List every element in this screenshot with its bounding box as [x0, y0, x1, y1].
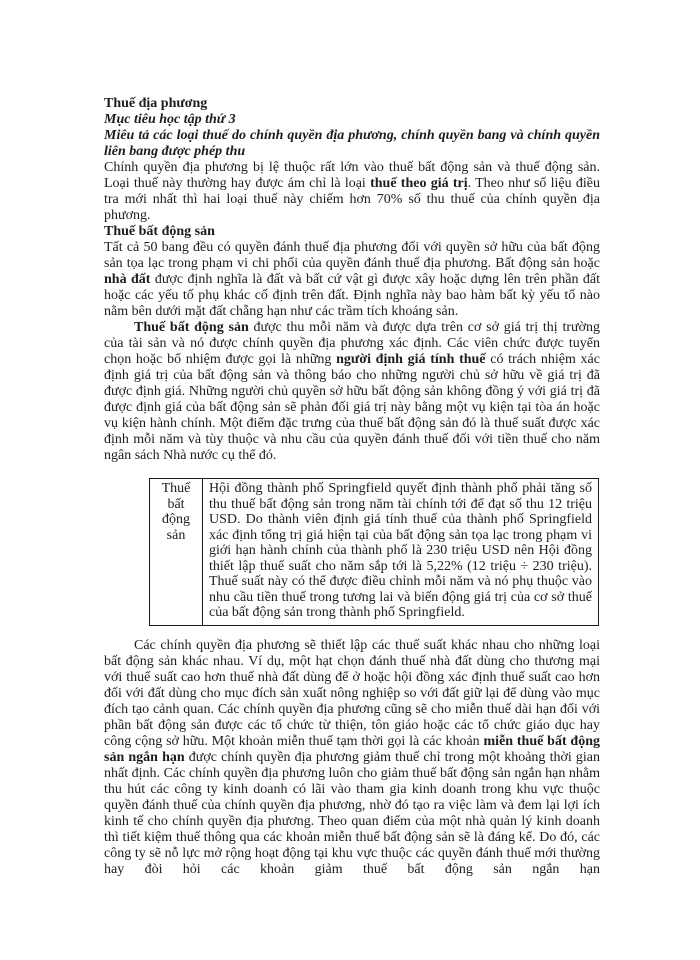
example-box-label: Thuế bất động sản	[150, 479, 203, 626]
intro-paragraph	[104, 160, 600, 224]
example-box-row	[150, 479, 599, 626]
text-run: được chính quyền địa phương giảm thuế chỉ trong một khoảng thời gian nhất định. Các chính quyền địa phương luôn cho giảm thuế bất động sản ngắn hạn nhằm thu hút các công ty kinh doanh có lãi vào tham gia kinh doanh trong khu vực thuộc quyền đánh thuế của chính quyền địa phương, nhờ đó tạo ra việc làm và đem lại lợi ích kinh tế cho chính quyền địa phương. Theo quan điểm của một nhà quản lý kinh doanh thì tiết kiệm thuế thông qua các khoản miễn thuế bất động sản sẽ là đáng kể. Do đó, các công ty sẽ nỗ lực mở rộng hoạt động tại khu vực thuộc các quyền đánh thuế mới thường hay đòi hỏi các khoản giảm thuế bất động sản ngắn hạn	[104, 749, 600, 877]
example-box	[149, 478, 599, 626]
bold-term: người định giá tính thuế	[336, 352, 486, 367]
learning-objective-heading: Mục tiêu học tập thứ 3	[104, 112, 236, 127]
learning-objective-text: Miêu tả các loại thuế do chính quyền địa phương, chính quyền bang và chính quyền liên bang được phép thu	[104, 128, 600, 159]
document-title: Thuế địa phương	[104, 96, 208, 111]
text-run: Các chính quyền địa phương sẽ thiết lập các thuế suất khác nhau cho những loại bất động sản khác nhau. Ví dụ, một hạt chọn đánh thuế nhà đất dùng cho thương mại với thuế suất cao hơn thuế nhà đất dùng để ở hoặc hội đồng xác định thuế suất cao hơn đối với đất dùng cho mục đích sản xuất nông nghiệp so với đất giữ lại để dùng vào mục đích tạo cảnh quan. Các chính quyền địa phương cũng sẽ cho miễn thuế dài hạn đối với phần bất động sản được các tổ chức từ thiện, tôn giáo hoặc các tổ chức giáo dục hay công cộng sở hữu. Một khoản miễn thuế tạm thời gọi là các khoản	[104, 637, 600, 749]
text-run: được thu mỗi năm và được dựa trên cơ sở giá trị thị trường của tài sản và nó được chính quyền địa phương xác định. Các viên chức được tuyển chọn hoặc bổ nhiệm được gọi là những	[104, 320, 600, 367]
text-run: được định nghĩa là đất và bất cứ vật gì được xây hoặc dựng lên trên phần đất hoặc các yếu tố phụ khác cố định trên đất. Định nghĩa này bao hàm bất kỳ yếu tố nào nằm bên dưới mặt đất chẵng hạn như các trầm tích khoáng sản.	[104, 272, 600, 319]
text-run: Tất cả 50 bang đều có quyền đánh thuế địa phương đối với quyền sở hữu của bất động sản tọa lạc trong phạm vi chi phối của quyền đánh thuế địa phương. Bất động sản hoặc	[104, 240, 600, 271]
bold-term: nhà đất	[104, 272, 151, 287]
section-heading-property-tax: Thuế bất động sản	[104, 224, 215, 239]
property-definition-paragraph	[104, 240, 600, 320]
bold-term: miễn thuế bất động sản ngắn hạn	[104, 733, 600, 765]
bold-term: Thuế bất động sản	[134, 320, 249, 335]
tax-rates-paragraph	[104, 638, 600, 878]
example-box-text: Hội đồng thành phố Springfield quyết định thành phố phải tăng số thu thuế bất động sản trong năm tài chính tới để đạt số thu 12 triệu USD. Do thành viên định giá tính thuế của thành phố Springfield xác định tổng trị giá hiện tại của bất động sản tọa lạc trong phạm vi giới hạn hành chính của thành phố là 230 triệu USD nên Hội đồng thiết lập thuế suất cho năm sắp tới là 5,22% (12 triệu ÷ 230 triệu). Thuế suất này có thể được điều chỉnh mỗi năm và nó phụ thuộc vào nhu cầu tiền thuế trong tương lai và biến động giá trị của cơ sở thuế của bất động sản trong thành phố Springfield.	[203, 479, 599, 626]
text-run: có trách nhiệm xác định giá trị của bất động sản và thông báo cho những người chủ sở hữu về giá trị đã được định giá. Những người chủ quyền sở hữu bất động sản không đồng ý với giá trị đã được định giá của bất động sản sẽ phản đối giá trị này bằng một vụ kiện tại tòa án hoặc vụ kiện hành chính. Một điểm đặc trưng của thuế bất động sản đó là thuế suất được xác định mỗi năm và tùy thuộc và nhu cầu của quyền đánh thuế đối với tiền thuế cho năm ngân sách Nhà nước cụ thể đó.	[104, 352, 600, 463]
bold-term: thuế theo giá trị	[370, 176, 468, 191]
text-run: . Theo như số liệu điều tra mới nhất thì hai loại thuế này chiếm hơn 70% số thu thuế của chính quyền địa phương.	[104, 176, 600, 223]
assessment-paragraph	[104, 320, 600, 464]
text-run: Chính quyền địa phương bị lệ thuộc rất lớn vào thuế bất động sản và thuế động sản. Loại thuế này thường hay được ám chỉ là loại	[104, 160, 600, 191]
